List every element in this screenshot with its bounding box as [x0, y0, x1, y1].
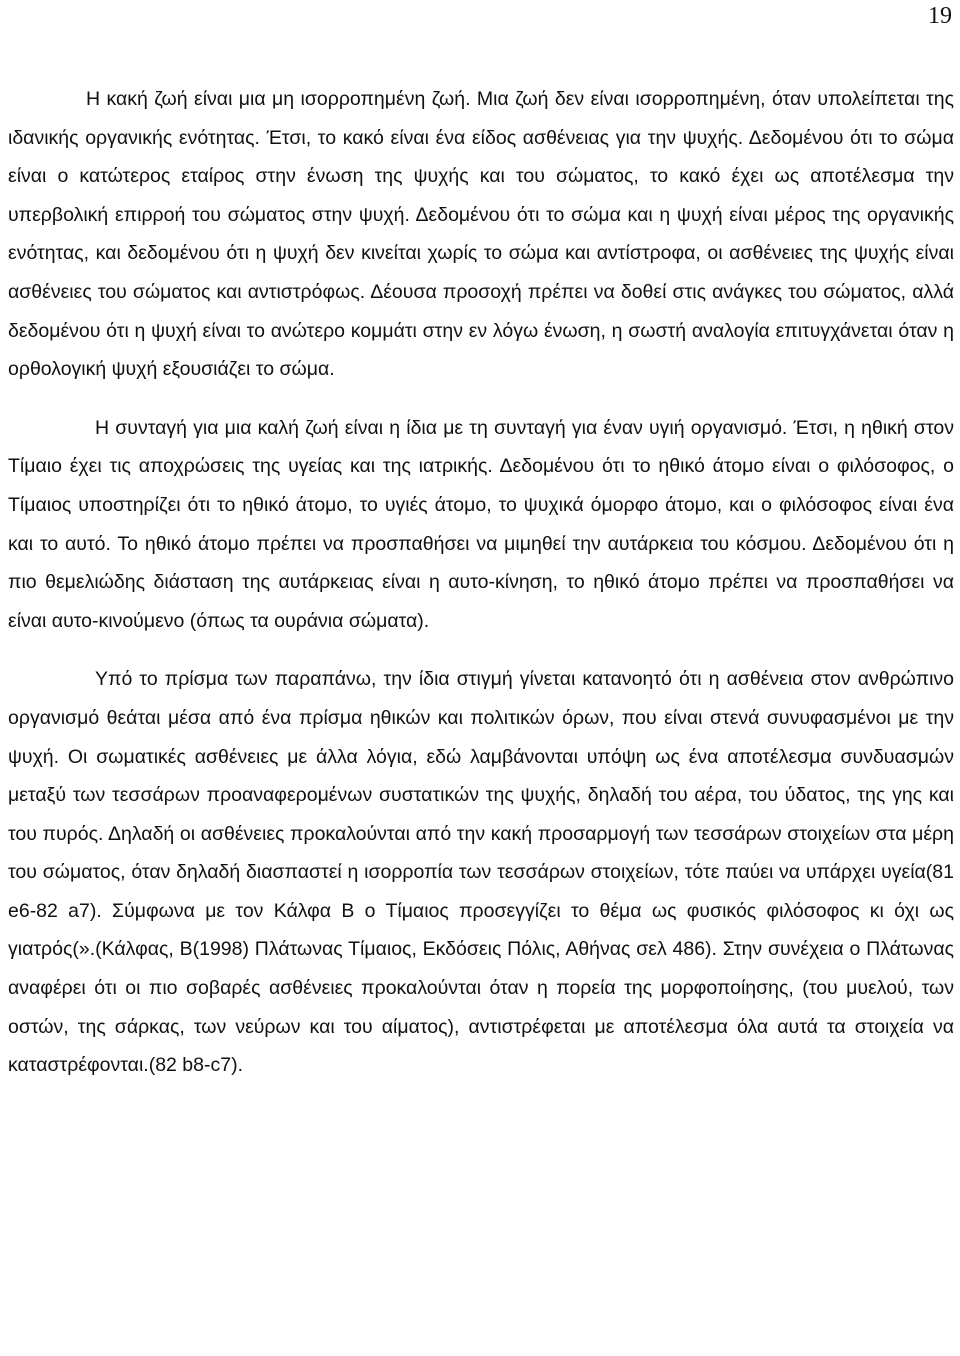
- page-number: 19: [928, 3, 952, 29]
- paragraph-3: Υπό το πρίσμα των παραπάνω, την ίδια στιγμή γίνεται κατανοητό ότι η ασθένεια στον ανθρώπινο οργανισμό θεάται μέσα από ένα πρίσμα ηθικών και πολιτικών όρων, που είναι στενά συνυφασμένοι με την ψυχή. Οι σωματικές ασθένειες με άλλα λόγια, εδώ λαμβάνονται υπόψη ως ένα αποτέλεσμα συνδυασμών μεταξύ των τεσσάρων προαναφερομένων συστατικών της ψυχής, δηλαδή του αέρα, του ύδατος, της γης και του πυρός. Δηλαδή οι ασθένειες προκαλούνται από την κακή προσαρμογή των τεσσάρων στοιχείων στα μέρη του σώματος, όταν δηλαδή διασπαστεί η ισορροπία των τεσσάρων στοιχείων, τότε παύει να υπάρχει υγεία(81 e6-82 a7). Σύμφωνα με τον Κάλφα Β ο Τίμαιος προσεγγίζει το θέμα ως φυσικός φιλόσοφος κι όχι ως γιατρός(».(Κάλφας, Β(1998) Πλάτωνας Τίμαιος, Εκδόσεις Πόλις, Αθήνας σελ 486). Στην συνέχεια ο Πλάτωνας αναφέρει ότι οι πιο σοβαρές ασθένειες προκαλούνται όταν η πορεία της μορφοποίησης, (του μυελού, των οστών, της σάρκας, των νεύρων και του αίματος), αντιστρέφεται με αποτέλεσμα όλα αυτά τα στοιχεία να καταστρέφονται.(82 b8-c7).: [8, 668, 954, 1077]
- paragraph-1: Η κακή ζωή είναι μια μη ισορροπημένη ζωή. Μια ζωή δεν είναι ισορροπημένη, όταν υπολείπεται της ιδανικής οργανικής ενότητας. Έτσι, το κακό είναι ένα είδος ασθένειας για την ψυχής. Δεδομένου ότι το σώμα είναι ο κατώτερος εταίρος στην ένωση της ψυχής και του σώματος, το κακό έχει ως αποτέλεσμα την υπερβολική επιρροή του σώματος στην ψυχή. Δεδομένου ότι το σώμα και η ψυχή είναι μέρος της οργανικής ενότητας, και δεδομένου ότι η ψυχή δεν κινείται χωρίς το σώμα και αντίστροφα, οι ασθένειες της ψυχής είναι ασθένειες του σώματος και αντιστρόφως. Δέουσα προσοχή πρέπει να δοθεί στις ανάγκες του σώματος, αλλά δεδομένου ότι η ψυχή είναι το ανώτερο κομμάτι στην εν λόγω ένωση, η σωστή αναλογία επιτυγχάνεται όταν η ορθολογική ψυχή εξουσιάζει το σώμα.: [8, 88, 954, 381]
- document-body: [8, 80, 954, 1085]
- paragraph-2: Η συνταγή για μια καλή ζωή είναι η ίδια με τη συνταγή για έναν υγιή οργανισμό. Έτσι, η ηθική στον Τίμαιο έχει τις αποχρώσεις της υγείας και της ιατρικής. Δεδομένου ότι το ηθικό άτομο είναι ο φιλόσοφος, ο Τίμαιος υποστηρίζει ότι το ηθικό άτομο, το υγιές άτομο, το ψυχικά όμορφο άτομο, και ο φιλόσοφος είναι ένα και το αυτό. Το ηθικό άτομο πρέπει να προσπαθήσει να μιμηθεί την αυτάρκεια του κόσμου. Δεδομένου ότι η πιο θεμελιώδης διάσταση της αυτάρκειας είναι η αυτο-κίνηση, το ηθικό άτομο πρέπει να προσπαθήσει να είναι αυτο-κινούμενο (όπως τα ουράνια σώματα).: [8, 416, 954, 632]
